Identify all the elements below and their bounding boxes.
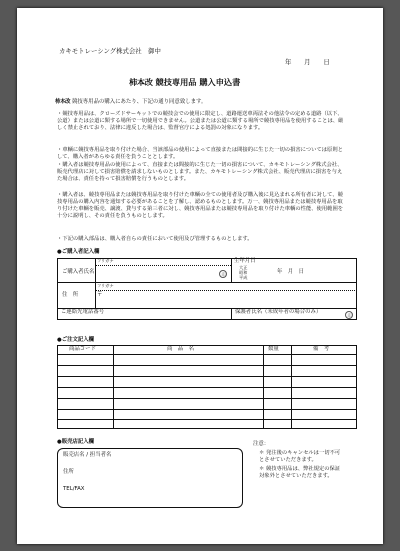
seal-mark: 印 [219, 270, 227, 278]
era-heisei: 平成 [239, 275, 248, 280]
form-date: 年 月 日 [285, 58, 330, 66]
era-taisho: 大正 [239, 265, 248, 270]
era-showa: 昭和 [239, 270, 248, 275]
furigana-label: フリガナ [97, 258, 114, 263]
postal-mark: 〒 [97, 292, 103, 298]
notes-heading: 注意： [253, 441, 270, 447]
dealer-tel-label: TEL/FAX [63, 486, 85, 492]
guardian-seal-mark: 印 [345, 311, 353, 319]
order-section-title: ●ご注文記入欄 [57, 337, 95, 343]
note-1: ＊ 発注後のキャンセルは一切不可とさせていただきます。 [259, 450, 341, 464]
phone-label: ご連絡先電話番号 [61, 309, 105, 315]
address-label: 住 所 [62, 292, 79, 298]
col-product-code: 商品コード [69, 346, 96, 352]
birth-date-label: 生年月日 [234, 258, 256, 264]
clause-4: ・購入者は、競技専用品または競技専用品を取り付けた車輌の全ての使用者及び購入後に見込まれる所有者に対して、競技専用品の購入内容を通知する必要があることを了解し、認めるものとします。万一、競技専用品または競技専用品を取り付けた車輌を販売、譲渡、貸与する第三者に対し、競技専用品または競技専用品を取り付けた車輌の性能、使用範囲を十分に説明し、その責任を負うものとします。 [57, 192, 344, 220]
clause-1: ・競技専用品は、クローズドサーキットでの競技会での使用に限定し、道路運送車両法その他法令の定める道路（以下、公道）または公道に類する場所で一切使用できません。公道または公道に類する場所で競技専用品を使用することは、厳しく禁止されており、法律に違反した場合は、監督官庁による処罰の対象になります。 [57, 111, 344, 132]
application-form-page [17, 8, 383, 544]
clause-3: ・購入者は競技専用品の使用によって、直接または間接的に生じた一切の損害について、カキモトレーシング株式会社、販売代理店に対して損害賠償を請求しないものとします。また、カキモトレーシング株式会社、販売代理店に損害を与えた場合は、責任を持って損害賠償を行うものとします。 [57, 162, 343, 183]
col-quantity: 数量 [268, 346, 279, 352]
dealer-name-label: 販売店名 / 担当者名 [63, 452, 112, 458]
intro-logo: 柿本改 [55, 99, 71, 105]
dealer-section-title: ●販売店記入欄 [57, 439, 95, 445]
purchaser-section-title: ●ご購入者記入欄 [57, 249, 100, 255]
recipient-company: カキモトレーシング株式会社 御中 [59, 47, 161, 55]
clause-2: ・車輌に競技専用品を取り付けた場合、当該部品の使用によって直接または間接的に生じた一切の損害については原則として、購入者があらゆる責任を負うこととします。 [57, 147, 343, 161]
intro-line [55, 100, 206, 105]
address-furigana: フリガナ [97, 283, 114, 288]
guardian-label: 保護者氏名（未成年者の場合のみ） [235, 309, 322, 315]
dealer-address-label: 住所 [63, 469, 74, 475]
form-title [129, 78, 240, 86]
note-2: ＊ 競技専用品は、弊社規定の保証対象外とさせていただきます。 [259, 466, 341, 480]
clause-5: ・下記の購入部品は、購入者自らの責任において使用及び管理するものとします。 [57, 236, 253, 242]
col-remarks: 備 考 [313, 346, 330, 352]
form-title-text: 競技専用品 購入申込書 [155, 77, 241, 87]
birth-date-ymd: 年 月 日 [277, 269, 304, 275]
kakimoto-logo: 柿本改 [129, 77, 153, 87]
purchaser-name-label: ご購入者氏名 [62, 269, 95, 275]
intro-text: 競技専用品の購入にあたり、下記の通り同意致します。 [72, 99, 207, 105]
col-product-name: 商 品 名 [167, 346, 194, 352]
